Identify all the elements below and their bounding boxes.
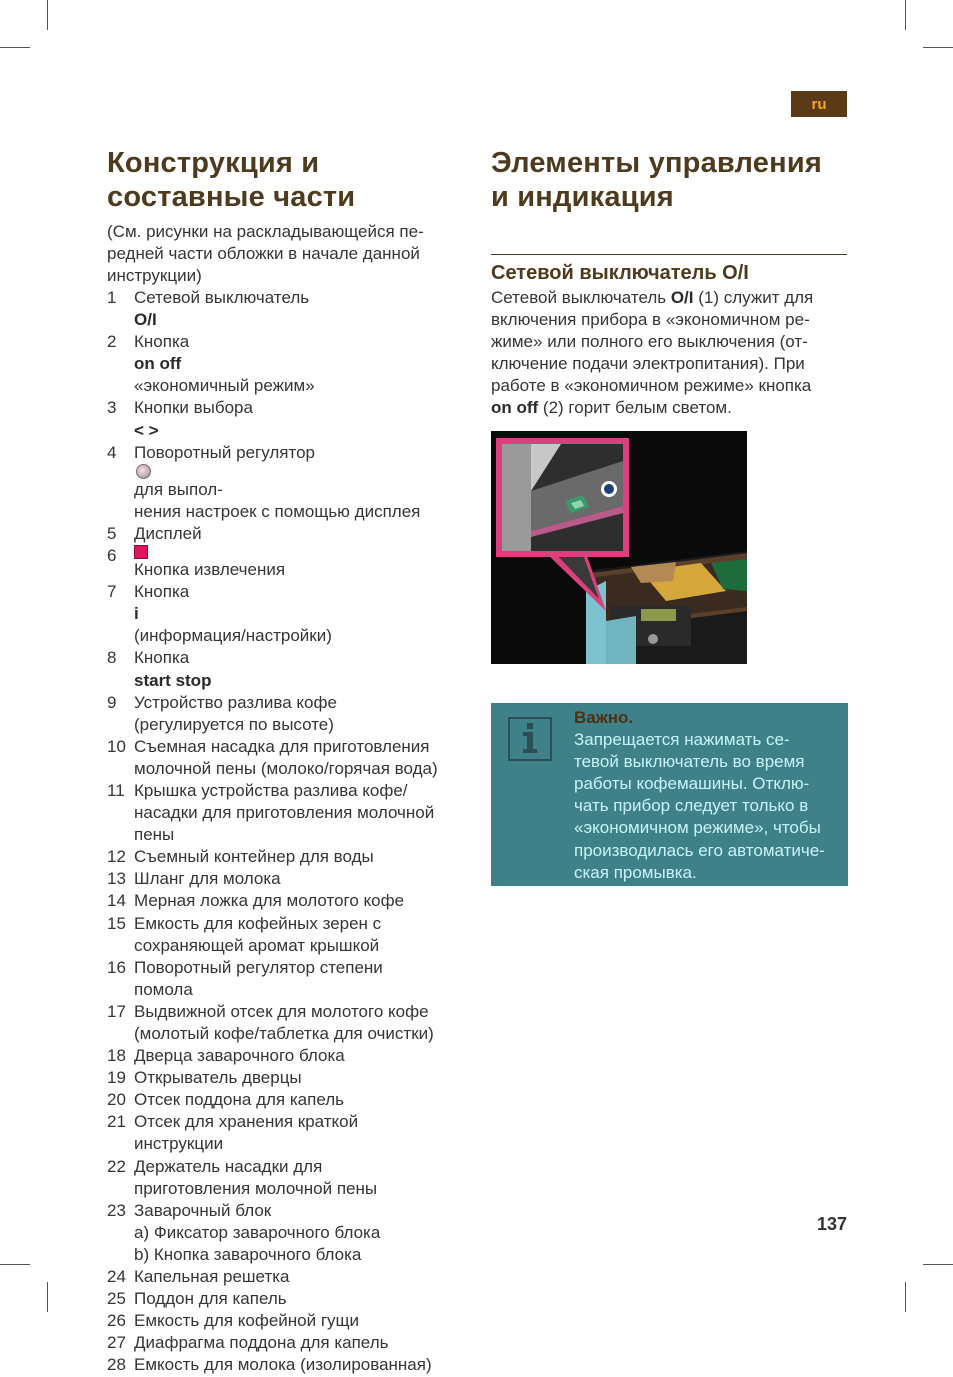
info-icon [508,717,552,761]
note-line: чать прибор следует только в [574,796,809,816]
parts-list [107,287,477,1377]
item-bold-text: start stop [134,670,212,690]
item-number: 28 [107,1355,126,1375]
item-text: Капельная решетка [134,1267,290,1287]
item-text: Дверца заварочного блока [134,1046,345,1066]
list-item [107,1156,477,1200]
rotary-knob-icon [136,464,151,479]
item-number: 16 [107,957,126,977]
item-text: Кнопка [134,332,190,352]
item-number: 18 [107,1046,126,1066]
item-text: (регулируется по высоте) [134,714,334,734]
list-item [107,1045,477,1067]
machine-drawing [491,431,747,664]
list-item [107,1089,477,1111]
item-number: 3 [107,398,117,418]
item-number: 6 [107,546,117,566]
list-item [107,1266,477,1288]
title-line: составные части [107,181,356,213]
item-number: 14 [107,891,126,911]
item-bold-text: on off [134,354,182,374]
item-text: Дисплей [134,523,202,543]
item-number: 24 [107,1267,126,1287]
item-text: Отсек поддона для капель [134,1090,344,1110]
item-text: инструкции [134,1134,224,1154]
para-bold-text: O/I [670,288,694,307]
eject-icon [134,545,148,559]
intro-note [107,221,467,287]
item-text: Кнопка [134,582,190,602]
item-text: Заварочный блок [134,1200,272,1220]
list-item [107,1067,477,1089]
crop-mark [0,1264,30,1265]
item-text: Поворотный регулятор [134,442,315,462]
item-text: Сетевой выключатель [134,288,310,307]
item-text: приготовления молочной пены [134,1178,378,1198]
item-text: a) Фиксатор заварочного блока [134,1222,381,1242]
item-number: 9 [107,692,117,712]
list-item [107,523,477,545]
para-text: включения прибора в «экономичном ре- [491,310,810,330]
item-number: 23 [107,1200,126,1220]
item-text: «экономичный режим» [134,376,315,396]
item-number: 8 [107,648,117,668]
item-number: 17 [107,1001,126,1021]
list-item [107,846,477,868]
crop-mark [923,47,953,48]
item-bold-text: i [134,604,139,624]
crop-mark [923,1264,953,1265]
crop-mark [905,0,906,30]
item-number: 1 [107,288,117,307]
page-number: 137 [817,1214,848,1234]
list-item [107,692,477,736]
power-switch-illustration [491,431,747,664]
item-number: 2 [107,332,117,352]
item-text: (информация/настройки) [134,626,332,646]
list-item [107,545,477,581]
note-line: тевой выключатель во время [574,752,805,772]
item-text: Съемный контейнер для воды [134,847,374,867]
item-bold-text: O/I [134,310,157,330]
important-note [491,703,848,886]
intro-line: редней части обложки в начале данной [107,244,420,263]
item-text: Открыватель дверцы [134,1068,302,1088]
item-bold-text: < > [134,420,159,440]
item-number: 4 [107,442,117,462]
list-item [107,890,477,912]
item-number: 13 [107,869,126,889]
list-item [107,1001,477,1045]
list-item [107,780,477,846]
item-text: Шланг для молока [134,869,281,889]
item-text: Емкость для молока (изолированная) [134,1355,432,1375]
note-title: Важно. [574,708,634,727]
list-item [107,957,477,1001]
item-text: молочной пены (молоко/горячая вода) [134,758,438,778]
item-number: 21 [107,1112,126,1132]
list-item [107,581,477,647]
item-text: Крышка устройства разлива кофе/ [134,780,408,800]
list-item [107,647,477,691]
list-item [107,331,477,397]
item-number: 22 [107,1156,126,1176]
item-number: 26 [107,1311,126,1331]
item-number: 12 [107,847,126,867]
para-text: работе в «экономичном режиме» кнопка [491,376,812,396]
para-bold-text: on off [491,398,539,418]
item-text: Держатель насадки для [134,1156,323,1176]
list-item [107,1354,477,1376]
title-line: и индикация [491,181,674,213]
subsection-title-power-switch: Сетевой выключатель O/I [491,254,847,287]
list-item [107,442,477,523]
list-item [107,1288,477,1310]
note-line: «экономичном режиме», чтобы [574,818,821,838]
note-line: Запрещается нажимать се- [574,730,790,750]
list-item [107,868,477,890]
list-item [107,397,477,441]
item-text: нения настроек с помощью дисплея [134,501,421,521]
item-text: Поворотный регулятор степени [134,957,383,977]
para-text: (1) служит для [693,288,814,307]
item-text: Выдвижной отсек для молотого кофе [134,1001,429,1021]
item-number: 20 [107,1090,126,1110]
item-text: насадки для приготовления молочной [134,803,435,823]
item-number: 5 [107,523,117,543]
crop-mark [47,1282,48,1312]
para-text: Сетевой выключатель [491,288,671,307]
para-text: (2) горит белым светом. [538,398,732,418]
note-line: производилась его автоматиче- [574,840,825,860]
item-text: Емкость для кофейных зерен с [134,913,382,933]
item-text: Кнопки выбора [134,398,253,418]
list-item [107,287,477,331]
item-text: Отсек для хранения краткой [134,1112,359,1132]
item-text: Устройство разлива кофе [134,692,337,712]
info-glyph [523,723,537,755]
note-line: работы кофемашины. Отклю- [574,774,810,794]
language-tab: ru [791,91,847,117]
item-text: Кнопка извлечения [134,560,286,580]
list-item [107,1310,477,1332]
title-line: Конструкция и [107,147,320,179]
para-text: ключение подачи электропитания). При [491,354,805,374]
item-number: 10 [107,736,126,756]
para-text: жиме» или полного его выключения (от- [491,332,808,352]
item-text: b) Кнопка заварочного блока [134,1244,362,1264]
item-text: для выпол- [134,479,223,499]
crop-mark [905,1282,906,1312]
section-title-controls [491,146,822,214]
item-text: (молотый кофе/таблетка для очистки) [134,1024,434,1043]
item-number: 25 [107,1289,126,1309]
power-switch-description [491,287,851,420]
item-number: 15 [107,913,126,933]
item-text: Поддон для капель [134,1289,287,1309]
list-item [107,736,477,780]
item-text: сохраняющей аромат крышкой [134,935,380,955]
item-number: 11 [107,780,125,800]
title-line: Элементы управления [491,147,822,179]
item-text: Кнопка [134,648,190,668]
list-item [107,913,477,957]
list-item [107,1111,477,1155]
intro-line: (См. рисунки на раскладывающейся пе- [107,222,424,241]
list-item [107,1200,477,1266]
crop-mark [47,0,48,30]
intro-line: инструкции) [107,266,202,285]
item-number: 7 [107,582,117,602]
item-text: Съемная насадка для приготовления [134,736,430,756]
item-text: Мерная ложка для молотого кофе [134,891,405,911]
item-text: Диафрагма поддона для капель [134,1333,389,1353]
note-body [574,707,846,884]
list-item [107,1332,477,1354]
item-number: 27 [107,1333,126,1353]
item-text: помола [134,979,193,999]
item-number: 19 [107,1068,126,1088]
section-title-construction [107,146,355,214]
item-text: Емкость для кофейной гущи [134,1311,360,1331]
note-line: ская промывка. [574,862,697,882]
crop-mark [0,47,30,48]
item-text: пены [134,825,175,845]
